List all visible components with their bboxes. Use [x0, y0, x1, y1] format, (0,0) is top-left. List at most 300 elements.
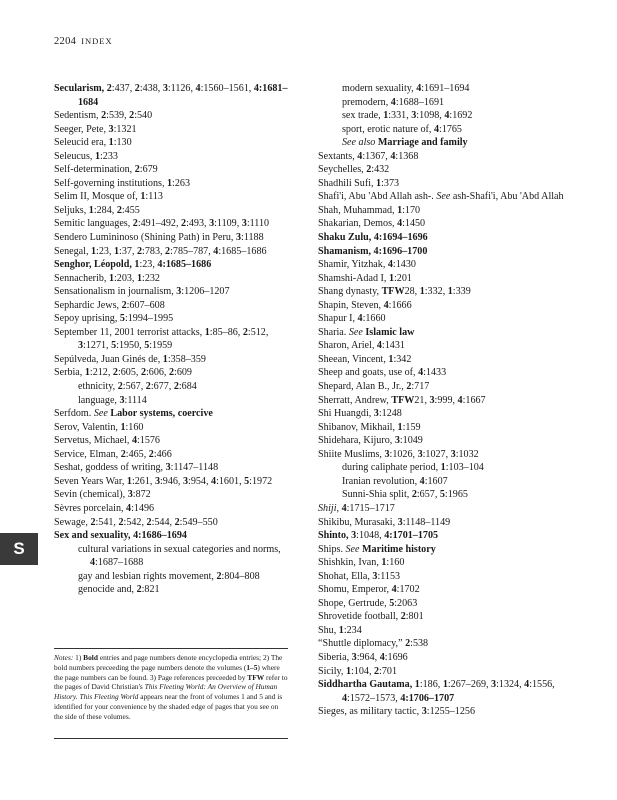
text-run: 4:1706–1707	[400, 692, 455, 704]
index-entry	[318, 163, 568, 177]
text-run: 4	[126, 502, 132, 514]
index-subentry	[54, 583, 294, 597]
notes-top-rule	[54, 648, 288, 649]
text-run: :657,	[416, 489, 440, 501]
text-run: Siddhartha Gautama,	[318, 679, 415, 691]
text-run: 21,	[414, 394, 430, 406]
text-run: 4	[376, 340, 382, 352]
text-run: 4	[213, 245, 219, 257]
text-run: :2063	[394, 597, 418, 609]
text-run: 1	[204, 326, 210, 338]
text-run: Shinto,	[318, 530, 352, 542]
index-entry	[54, 136, 294, 150]
text-run: :332,	[424, 286, 448, 298]
text-run: :1687–1688	[95, 557, 144, 569]
text-run: :1148–1149	[402, 516, 451, 528]
text-run: during caliphate period,	[342, 462, 441, 474]
text-run: Shadhili Sufi,	[318, 177, 377, 189]
text-run: Bold	[83, 653, 98, 662]
text-run: :544,	[151, 516, 175, 528]
text-run: 3	[108, 123, 114, 135]
text-run: See also	[342, 137, 378, 149]
text-run: :785–787,	[170, 245, 214, 257]
text-run: 2	[374, 665, 380, 677]
text-run: Islamic law	[365, 326, 415, 338]
text-run: Serbia,	[54, 367, 85, 379]
text-run: 2	[406, 381, 412, 393]
text-run: TFW	[391, 394, 415, 406]
text-run: 3	[397, 516, 403, 528]
text-run: :103–104	[445, 462, 484, 474]
text-run: :130	[113, 137, 132, 149]
text-run: :538	[410, 638, 429, 650]
text-run: Shibanov, Mikhail,	[318, 421, 398, 433]
text-run: 1	[84, 367, 90, 379]
text-run: 1	[167, 177, 173, 189]
text-run: gay and lesbian rights movement,	[78, 570, 217, 582]
index-subentry	[318, 109, 568, 123]
text-run: 2	[132, 218, 138, 230]
text-run: Shaku Zulu, 4:1694–1696	[318, 232, 428, 244]
text-run: :609	[174, 367, 192, 379]
text-run: 4	[418, 367, 424, 379]
index-entry	[54, 123, 294, 137]
text-run: :491–492,	[137, 218, 182, 230]
text-run: :1430	[392, 259, 416, 271]
text-run: :465,	[125, 448, 149, 460]
index-entry	[318, 217, 568, 231]
text-run: sport, erotic nature of,	[342, 123, 434, 135]
text-run: :804–808	[221, 570, 260, 582]
text-run: Sieges, as military tactic,	[318, 706, 422, 718]
text-run: :1660	[362, 313, 386, 325]
index-entry	[318, 448, 568, 462]
text-run: 1	[108, 137, 114, 149]
index-subentry	[54, 570, 294, 584]
text-run: Shidehara, Kijuro,	[318, 435, 395, 447]
text-run: 1	[88, 204, 94, 216]
text-run: Sicily,	[318, 665, 346, 677]
index-entry	[318, 543, 568, 557]
text-run: 2	[134, 164, 140, 176]
text-run: Labor systems, coercive	[110, 408, 213, 420]
text-run: Senghor, Léopold,	[54, 259, 135, 271]
text-run: 2	[101, 110, 107, 122]
text-run: Self-determination,	[54, 164, 135, 176]
text-run: :821	[141, 584, 160, 596]
index-entry	[318, 150, 568, 164]
text-run: 2	[242, 326, 248, 338]
text-run: :1026,	[389, 448, 418, 460]
text-run: 4	[211, 475, 217, 487]
index-entry	[54, 190, 294, 204]
text-run: :1255–1256	[426, 706, 475, 718]
text-run: genocide and,	[78, 584, 137, 596]
text-run: :1368	[395, 150, 419, 162]
index-entry	[54, 245, 294, 259]
text-run: :342	[393, 353, 412, 365]
text-run: 2	[366, 164, 372, 176]
text-run: appears near the front of volumes 1 and 5 and is identified for your convenience by the shaded edge of pages that you see on the side of these volumes.	[54, 692, 283, 721]
text-run: 1	[126, 475, 132, 487]
text-run: 3	[119, 394, 125, 406]
index-entry	[318, 299, 568, 313]
text-run: 2	[134, 83, 140, 94]
index-entry	[318, 651, 568, 665]
text-run: :1188	[241, 232, 264, 244]
text-run: 5	[111, 340, 117, 352]
text-run: Serfdom.	[54, 408, 94, 420]
text-run: 1	[94, 150, 100, 162]
text-run: modern sexuality,	[342, 83, 417, 94]
text-run: 3	[162, 83, 168, 94]
index-entry	[54, 529, 294, 543]
text-run: :1367,	[362, 150, 391, 162]
index-entry	[54, 488, 294, 502]
text-run: Seven Years War,	[54, 475, 127, 487]
text-run: :1431	[381, 340, 405, 352]
text-run: :37,	[119, 245, 137, 257]
text-run: 5	[439, 489, 445, 501]
index-column-left	[54, 82, 294, 597]
text-run: See	[348, 326, 366, 338]
index-entry	[318, 421, 568, 435]
text-run: 5	[389, 597, 395, 609]
text-run: Ships.	[318, 543, 346, 555]
index-entry	[318, 637, 568, 651]
text-run: 1	[345, 665, 351, 677]
index-subentry	[54, 543, 294, 570]
text-run: :493,	[186, 218, 210, 230]
text-run: ethnicity,	[78, 381, 118, 393]
index-entry	[54, 150, 294, 164]
text-run: Semitic languages,	[54, 218, 133, 230]
text-run: Sensationalism in journalism,	[54, 286, 177, 298]
text-run: 3	[235, 232, 242, 244]
text-run: Shafi'i, Abu 'Abd Allah ash-.	[318, 191, 437, 203]
text-run: :160	[386, 557, 405, 569]
text-run: :1271,	[83, 340, 112, 352]
index-entry	[318, 705, 568, 719]
text-run: :954,	[188, 475, 212, 487]
text-run: See	[436, 191, 453, 203]
text-run: :1098,	[416, 110, 445, 122]
text-run: :1691–1694	[421, 83, 470, 94]
text-run: :1110	[246, 218, 270, 230]
text-run: :1576	[136, 435, 160, 447]
text-run: 1	[414, 679, 420, 691]
index-entry	[318, 516, 568, 530]
text-run: Shohat, Ella,	[318, 570, 373, 582]
text-run: :263	[172, 177, 190, 189]
section-label: INDEX	[81, 36, 113, 46]
text-run: :677,	[150, 381, 174, 393]
text-run: :437,	[111, 83, 135, 94]
index-entry	[54, 272, 294, 286]
text-run: 4	[131, 435, 137, 447]
text-run: 1	[397, 421, 403, 433]
text-run: :104,	[351, 665, 374, 677]
text-run: 2	[90, 516, 96, 528]
text-run: :1765	[438, 123, 462, 135]
text-run: :1109,	[214, 218, 242, 230]
text-run: Sheep and goats, use of,	[318, 367, 419, 379]
text-run: language,	[78, 394, 120, 406]
index-entry	[318, 285, 568, 299]
text-run: 3	[421, 706, 427, 718]
index-entry	[318, 258, 568, 272]
text-run: Sevin (chemical),	[54, 489, 128, 501]
index-entry	[318, 177, 568, 191]
text-run: Sharia.	[318, 326, 349, 338]
text-run: 2	[145, 381, 151, 393]
index-entry	[54, 177, 294, 191]
index-entry	[318, 231, 568, 245]
text-run: 2	[165, 245, 171, 257]
index-subentry	[318, 123, 568, 137]
text-run: :567,	[122, 381, 146, 393]
section-tab: S	[0, 533, 38, 565]
text-run: :801	[405, 611, 424, 623]
text-run: Shamir, Yitzhak,	[318, 259, 388, 271]
text-run: 3	[372, 570, 378, 582]
text-run: :1685–1686	[218, 245, 267, 257]
text-run: Shrovetide football,	[318, 611, 401, 623]
text-run: 4	[419, 475, 425, 487]
text-run: 1)	[75, 653, 84, 662]
text-run: ) where the page numbers can be found. 3) Page references preceeded by	[54, 662, 280, 682]
text-run: entries and page numbers denote encyclopedia entries; 2) The bold numbers preceeding the page numbers denote the volumes (	[54, 653, 283, 672]
text-run: 3	[491, 679, 497, 691]
text-run: 1	[397, 204, 403, 216]
text-run: :85–86,	[209, 326, 243, 338]
index-entry	[54, 163, 294, 177]
text-run: :261,	[131, 475, 155, 487]
text-run: 4	[357, 313, 363, 325]
index-entry	[54, 217, 294, 231]
text-run: :1688–1691	[395, 96, 445, 108]
text-run: :684	[178, 381, 197, 393]
text-run: 5	[119, 313, 125, 325]
text-run: :1696	[384, 651, 408, 663]
index-entry	[318, 326, 568, 340]
text-run: Shapin, Steven,	[318, 299, 384, 311]
text-run: :542,	[123, 516, 147, 528]
text-run: Shu,	[318, 624, 339, 636]
index-entry	[318, 597, 568, 611]
text-run: Shang dynasty,	[318, 286, 382, 298]
text-run: Shapur I,	[318, 313, 358, 325]
text-run: TFW	[381, 286, 405, 298]
text-run: Sendero Lumininoso (Shining Path) in Peru,	[54, 232, 236, 244]
text-run: premodern,	[342, 96, 391, 108]
text-run: Selim II, Mosque of,	[54, 191, 141, 203]
text-run: 4:1681–1684	[78, 83, 288, 108]
text-run: :1126,	[167, 83, 196, 94]
text-run: Sedentism,	[54, 110, 102, 122]
text-run: :1950,	[116, 340, 145, 352]
text-run: :549–550	[179, 516, 218, 528]
text-run: 4	[379, 651, 385, 663]
text-run: 3	[394, 435, 400, 447]
text-run: :701	[379, 665, 397, 677]
text-run: 2	[106, 83, 112, 94]
text-run: :1324,	[496, 679, 525, 691]
index-entry	[54, 258, 294, 272]
text-run: :203,	[113, 272, 137, 284]
text-run: Service, Elman,	[54, 448, 121, 460]
text-run: :1692	[449, 110, 473, 122]
text-run: Iranian revolution,	[342, 475, 420, 487]
text-run: 2	[129, 110, 135, 122]
text-run: :23,	[139, 259, 158, 271]
text-run: :717	[411, 381, 430, 393]
text-run: 4	[341, 502, 347, 514]
text-run: 1	[91, 245, 97, 257]
index-entry	[318, 190, 568, 204]
text-run: Sewage,	[54, 516, 91, 528]
text-run: 3	[154, 475, 160, 487]
text-run: :1702	[396, 584, 420, 596]
text-run: :1972	[249, 475, 273, 487]
text-run: 4	[416, 83, 422, 94]
text-run: 3	[417, 448, 423, 460]
page-number: 2204	[54, 36, 77, 47]
text-run: :1450	[402, 218, 426, 230]
text-run: :432	[371, 164, 390, 176]
text-run: 5	[144, 340, 150, 352]
text-run: :512,	[247, 326, 269, 338]
text-run: :1049	[399, 435, 423, 447]
text-run: 4:1685–1686	[157, 259, 212, 271]
text-run: Notes:	[54, 653, 76, 662]
text-run: 2	[174, 516, 180, 528]
text-run: 3	[373, 408, 379, 420]
text-run: 4	[391, 584, 397, 596]
text-run: :1560–1561,	[200, 83, 254, 94]
text-run: Sepúlveda, Juan Ginés de,	[54, 353, 163, 365]
text-run: :1965	[444, 489, 468, 501]
index-entry	[318, 272, 568, 286]
text-run: Senegal,	[54, 245, 91, 257]
text-run: 2	[136, 584, 142, 596]
index-entry	[54, 475, 294, 489]
text-run: :1556,	[529, 679, 555, 691]
text-run: 2	[216, 570, 222, 582]
text-run: Seychelles,	[318, 164, 367, 176]
text-run: refer to the pages of David Christian's	[54, 672, 288, 692]
text-run: :1433	[423, 367, 447, 379]
index-entry	[54, 516, 294, 530]
text-run: Sex and sexuality, 4:1686–1694	[54, 530, 187, 542]
text-run: :539,	[106, 110, 130, 122]
text-run: Shi Huangdi,	[318, 408, 374, 420]
index-entry	[54, 366, 294, 380]
text-run: 2	[400, 611, 406, 623]
text-run: 3	[241, 218, 247, 230]
index-entry	[54, 502, 294, 516]
text-run: :946,	[159, 475, 183, 487]
text-run: This Fleeting World	[79, 692, 139, 702]
text-run: 3	[127, 489, 133, 501]
index-subentry	[318, 82, 568, 96]
index-entry	[318, 665, 568, 679]
text-run: :113	[145, 191, 163, 203]
index-entry	[318, 312, 568, 326]
text-run: 2	[168, 367, 175, 379]
index-subentry	[54, 380, 294, 394]
text-run: :999,	[434, 394, 458, 406]
index-entry	[54, 312, 294, 326]
notes-bottom-rule	[54, 738, 288, 739]
text-run: Shishkin, Ivan,	[318, 557, 382, 569]
text-run: :1321	[113, 123, 137, 135]
text-run: :1959	[149, 340, 173, 352]
text-run: :1607	[424, 475, 448, 487]
text-run: :541,	[95, 516, 119, 528]
text-run: :339	[452, 286, 471, 298]
text-run: :1147–1148	[170, 462, 219, 474]
text-run: 1	[419, 286, 425, 298]
index-entry	[318, 339, 568, 353]
text-run: 2	[148, 448, 154, 460]
text-run: Sèvres porcelain,	[54, 502, 127, 514]
text-run: Shiite Muslims,	[318, 448, 385, 460]
running-head	[54, 36, 113, 47]
text-run: :23,	[96, 245, 114, 257]
text-run: 2	[116, 204, 122, 216]
text-run: Servetus, Michael,	[54, 435, 132, 447]
text-run: Siberia,	[318, 651, 352, 663]
text-run: 4	[444, 110, 450, 122]
index-entry	[318, 583, 568, 597]
text-run: Shikibu, Murasaki,	[318, 516, 398, 528]
text-run: Shamanism, 4:1696–1700	[318, 245, 428, 257]
text-run: 4	[387, 259, 393, 271]
index-entry	[54, 204, 294, 218]
index-entry	[318, 624, 568, 638]
text-run: 1	[388, 272, 394, 284]
text-run: 4	[357, 150, 363, 162]
text-run: :331,	[388, 110, 412, 122]
text-run: :1248	[378, 408, 402, 420]
text-run: 1	[442, 679, 448, 691]
text-run: 2	[405, 638, 411, 650]
text-run: Maritime history	[362, 543, 436, 555]
text-run: Shamshi-Adad I,	[318, 272, 389, 284]
index-entry	[54, 326, 294, 353]
text-run: :233	[99, 150, 118, 162]
index-entry	[318, 353, 568, 367]
text-run: 4	[342, 692, 348, 704]
text-run: :540	[134, 110, 153, 122]
text-run: 4	[457, 394, 463, 406]
text-run: :606,	[145, 367, 169, 379]
text-run: 3	[351, 651, 357, 663]
text-run: 3	[182, 475, 189, 487]
index-entry	[54, 407, 294, 421]
index-subentry	[318, 461, 568, 475]
text-run: :1601,	[216, 475, 245, 487]
index-entry	[318, 380, 568, 394]
text-run: 3	[78, 340, 84, 352]
text-run: 1	[440, 462, 446, 474]
text-run: Self-governing institutions,	[54, 177, 167, 189]
text-run: 4	[524, 679, 530, 691]
index-subentry	[318, 136, 568, 150]
text-run: :170	[402, 204, 421, 216]
index-subentry	[54, 394, 294, 408]
